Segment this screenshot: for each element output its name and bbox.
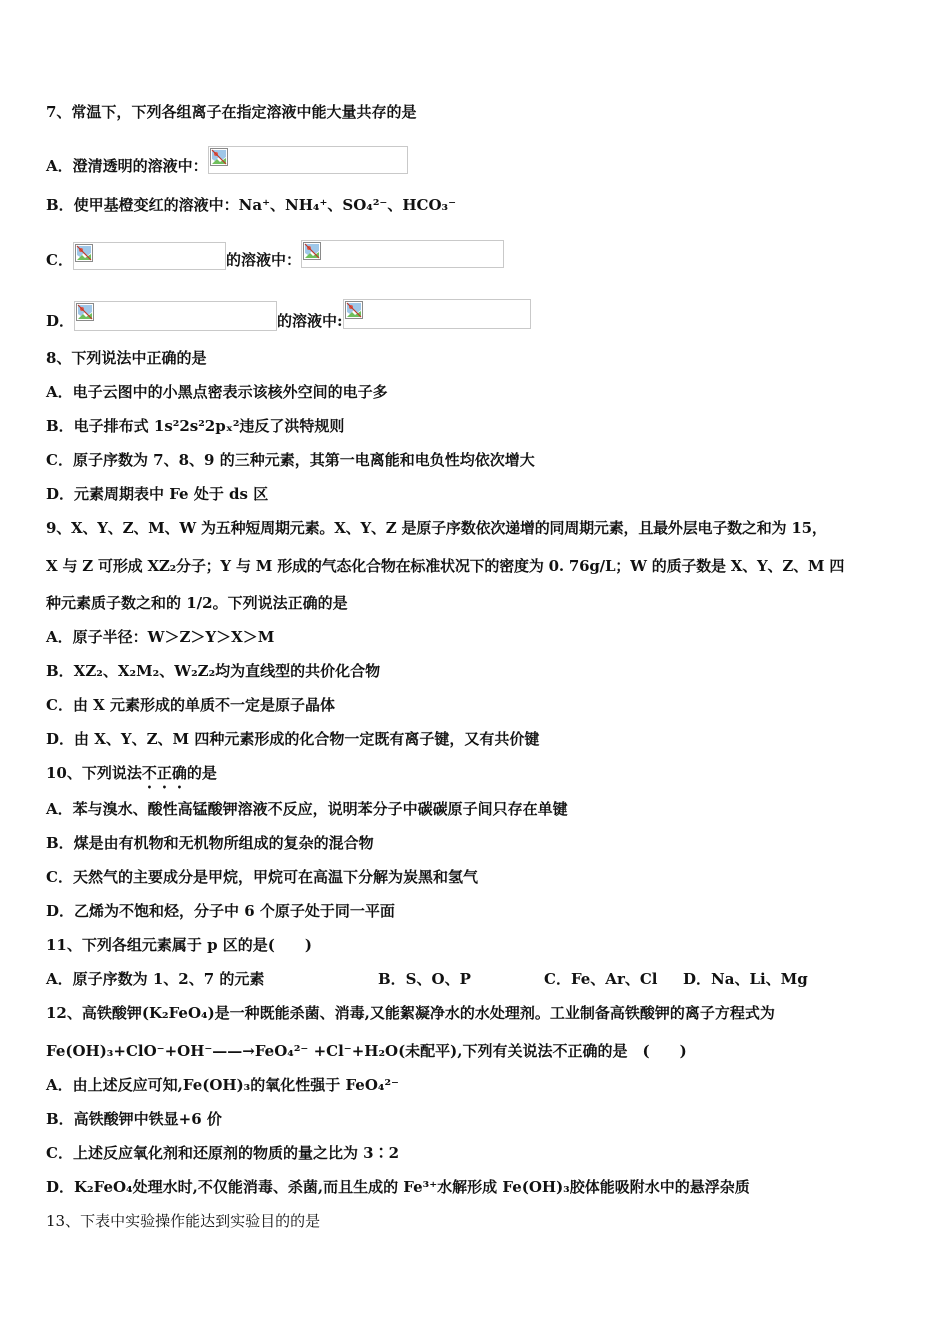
broken-image-icon: [345, 301, 363, 319]
q9-stem-line-3: 种元素质子数之和的 1/2。下列说法正确的是: [46, 594, 348, 612]
q7-a-formula-image: [208, 146, 408, 174]
q8-option-d: D．元素周期表中 Fe 处于 ds 区: [46, 485, 269, 503]
q7-stem: 7、常温下，下列各组离子在指定溶液中能大量共存的是: [46, 103, 417, 121]
q7-d-formula-image-2: [343, 299, 531, 329]
broken-image-icon: [303, 242, 321, 260]
q7-option-b: B．使甲基橙变红的溶液中：Na⁺、NH₄⁺、SO₄²⁻、HCO₃⁻: [46, 196, 457, 214]
broken-image-icon: [75, 244, 93, 262]
q7-option-c: [46, 242, 504, 270]
q7-c-formula-image-2: [301, 240, 504, 268]
q9-option-d: D．由 X、Y、Z、M 四种元素形成的化合物一定既有离子键，又有共价键: [46, 730, 540, 748]
q11-option-c: C．Fe、Ar、Cl: [544, 970, 658, 988]
broken-image-icon: [76, 303, 94, 321]
q10-stem-pre: 10、下列说法: [46, 764, 142, 782]
q7-option-c-mid: 的溶液中：: [225, 251, 301, 269]
q8-option-a: A．电子云图中的小黑点密表示该核外空间的电子多: [46, 383, 388, 401]
q12-option-b: B．高铁酸钾中铁显+6 价: [46, 1110, 222, 1128]
q7-option-d-mid: 的溶液中:: [277, 312, 343, 330]
q10-option-d: D．乙烯为不饱和烃，分子中 6 个原子处于同一平面: [46, 902, 395, 920]
q10-stem: [46, 763, 217, 792]
q12-option-c: C．上述反应氧化剂和还原剂的物质的量之比为 3∶2: [46, 1144, 400, 1162]
q7-option-a-label: A．澄清透明的溶液中：: [46, 157, 208, 175]
q11-option-b: B．S、O、P: [378, 970, 471, 988]
q9-option-a: A．原子半径：W＞Z＞Y＞X＞M: [46, 628, 275, 646]
q11-option-a: A．原子序数为 1、2、7 的元素: [46, 970, 265, 988]
q7-option-c-label: C．: [46, 251, 73, 269]
q10-option-a: A．苯与溴水、酸性高锰酸钾溶液不反应，说明苯分子中碳碳原子间只存在单键: [46, 800, 568, 818]
q10-option-b: B．煤是由有机物和无机物所组成的复杂的混合物: [46, 834, 374, 852]
q11-stem: 11、下列各组元素属于 p 区的是( ): [46, 936, 313, 954]
q7-option-a: [46, 148, 408, 176]
q10-stem-emphasis: 不正确: [141, 764, 187, 782]
q9-option-b: B．XZ₂、X₂M₂、W₂Z₂均为直线型的共价化合物: [46, 662, 381, 680]
q8-option-b: B．电子排布式 1s²2s²2pₓ²违反了洪特规则: [46, 417, 345, 435]
q7-option-d: [46, 301, 531, 331]
q12-option-a: A．由上述反应可知,Fe(OH)₃的氧化性强于 FeO₄²⁻: [46, 1076, 399, 1094]
q12-option-d: D．K₂FeO₄处理水时,不仅能消毒、杀菌,而且生成的 Fe³⁺水解形成 Fe(OH)₃胶体能吸附水中的悬浮杂质: [46, 1178, 750, 1196]
q8-stem: 8、下列说法中正确的是: [46, 349, 207, 367]
q9-stem-line-2: X 与 Z 可形成 XZ₂分子；Y 与 M 形成的气态化合物在标准状况下的密度为 0. 76g/L；W 的质子数是 X、Y、Z、M 四: [46, 557, 845, 575]
q12-stem-line-1: 12、高铁酸钾(K₂FeO₄)是一种既能杀菌、消毒,又能絮凝净水的水处理剂。工业制备高铁酸钾的离子方程式为: [46, 1004, 775, 1022]
q9-stem-line-1: 9、X、Y、Z、M、W 为五种短周期元素。X、Y、Z 是原子序数依次递增的同周期元素，且最外层电子数之和为 15，: [46, 519, 827, 537]
q7-option-d-label: D．: [46, 312, 75, 330]
q7-c-formula-image-1: [73, 242, 226, 270]
q10-stem-post: 的是: [186, 764, 217, 782]
q7-d-formula-image-1: [74, 301, 277, 331]
q11-option-d: D．Na、Li、Mg: [683, 970, 808, 988]
q9-option-c: C．由 X 元素形成的单质不一定是原子晶体: [46, 696, 336, 714]
q8-option-c: C．原子序数为 7、8、9 的三种元素，其第一电离能和电负性均依次增大: [46, 451, 535, 469]
q12-stem-line-2: Fe(OH)₃+ClO⁻+OH⁻——→FeO₄²⁻ +Cl⁻+H₂O(未配平),下列有关说法不正确的是 ( ): [46, 1042, 687, 1060]
broken-image-icon: [210, 148, 228, 166]
q13-stem: 13、下表中实验操作能达到实验目的的是: [46, 1212, 321, 1230]
q10-option-c: C．天然气的主要成分是甲烷，甲烷可在高温下分解为炭黑和氢气: [46, 868, 478, 886]
